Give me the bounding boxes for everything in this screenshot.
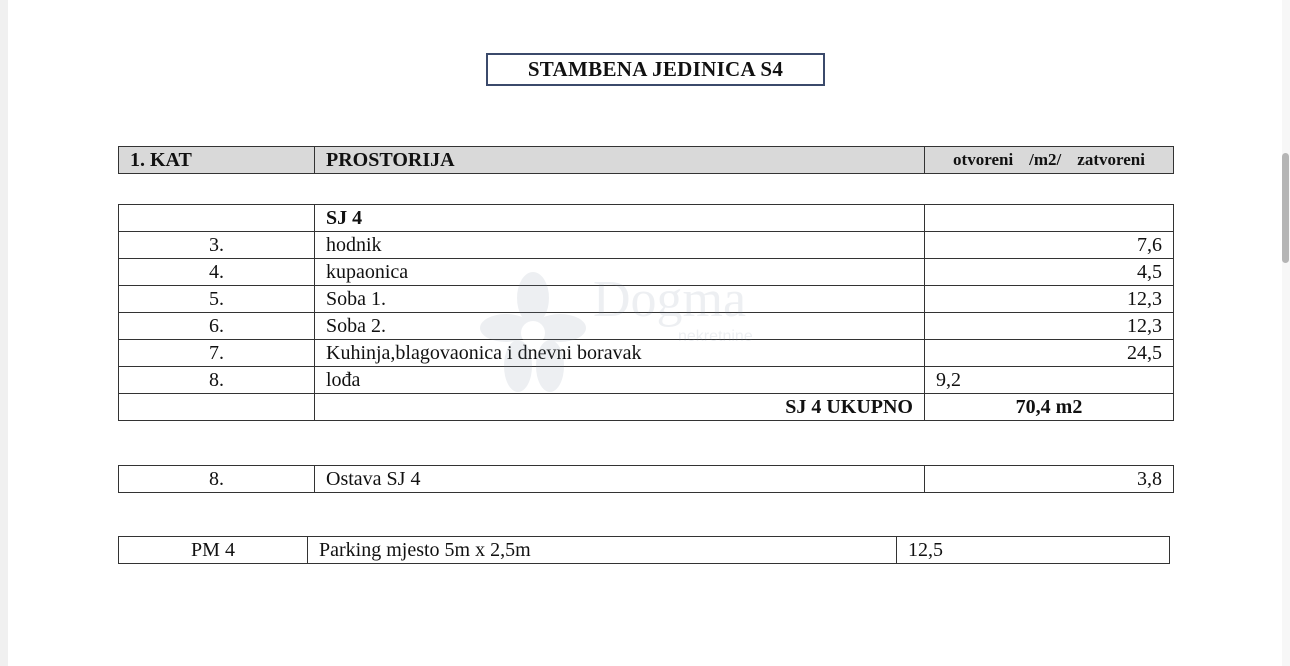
table-row bbox=[119, 367, 1174, 394]
watermark-brand: Dogma bbox=[593, 271, 747, 328]
room-name: lođa bbox=[315, 367, 925, 394]
room-area: 4,5 bbox=[925, 259, 1174, 286]
header-floor: 1. KAT bbox=[119, 147, 315, 174]
unit-table bbox=[118, 204, 1174, 421]
room-name: Soba 1. bbox=[315, 286, 925, 313]
storage-area: 3,8 bbox=[925, 466, 1174, 493]
document-title: STAMBENA JEDINICA S4 bbox=[486, 53, 825, 86]
room-area: 12,3 bbox=[925, 286, 1174, 313]
header-table bbox=[118, 146, 1174, 174]
header-area bbox=[925, 147, 1174, 174]
storage-table bbox=[118, 465, 1174, 493]
room-number: 5. bbox=[119, 286, 315, 313]
watermark-subtitle: nekretnine bbox=[678, 328, 753, 345]
header-row bbox=[119, 147, 1174, 174]
room-name: kupaonica bbox=[315, 259, 925, 286]
table-row bbox=[119, 313, 1174, 340]
storage-name: Ostava SJ 4 bbox=[315, 466, 925, 493]
total-row bbox=[119, 394, 1174, 421]
room-name: Soba 2. bbox=[315, 313, 925, 340]
table-row bbox=[119, 286, 1174, 313]
total-value: 70,4 m2 bbox=[925, 394, 1174, 421]
parking-number: PM 4 bbox=[119, 537, 308, 564]
table-row bbox=[119, 232, 1174, 259]
room-number: 8. bbox=[119, 367, 315, 394]
parking-area: 12,5 bbox=[897, 537, 1170, 564]
scrollbar-thumb[interactable] bbox=[1282, 153, 1289, 263]
scrollbar-track[interactable] bbox=[1282, 0, 1290, 666]
document-page bbox=[8, 0, 1282, 666]
header-area-closed: zatvoreni bbox=[1077, 150, 1145, 169]
table-row bbox=[119, 340, 1174, 367]
room-number: 3. bbox=[119, 232, 315, 259]
room-area: 24,5 bbox=[925, 340, 1174, 367]
storage-number: 8. bbox=[119, 466, 315, 493]
table-row bbox=[119, 259, 1174, 286]
room-number: 7. bbox=[119, 340, 315, 367]
room-name: Kuhinja,blagovaonica i dnevni boravak bbox=[315, 340, 925, 367]
room-area: 12,3 bbox=[925, 313, 1174, 340]
header-room: PROSTORIJA bbox=[315, 147, 925, 174]
room-area: 9,2 bbox=[925, 367, 1174, 394]
room-area: 7,6 bbox=[925, 232, 1174, 259]
header-area-open: otvoreni bbox=[953, 150, 1014, 169]
total-label: SJ 4 UKUPNO bbox=[315, 394, 925, 421]
room-name: hodnik bbox=[315, 232, 925, 259]
room-number: 4. bbox=[119, 259, 315, 286]
table-row bbox=[119, 466, 1174, 493]
unit-name: SJ 4 bbox=[315, 205, 925, 232]
room-number: 6. bbox=[119, 313, 315, 340]
unit-name-row bbox=[119, 205, 1174, 232]
table-row bbox=[119, 537, 1170, 564]
parking-table bbox=[118, 536, 1170, 564]
parking-name: Parking mjesto 5m x 2,5m bbox=[308, 537, 897, 564]
header-area-unit: /m2/ bbox=[1029, 150, 1062, 169]
